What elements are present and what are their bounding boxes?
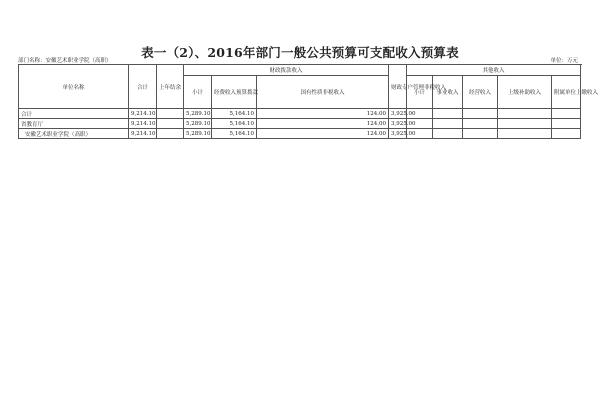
cell-state-capital: 124.00 xyxy=(257,119,389,129)
cell-business xyxy=(433,129,463,139)
cell-prev-balance xyxy=(157,129,184,139)
cell-operation xyxy=(463,109,498,119)
header-row-top xyxy=(19,65,581,76)
unit-label: 单位：万元 xyxy=(550,58,578,64)
cell-fiscal-subtotal: 5,289.10 xyxy=(184,109,212,119)
department-label: 部门名称：安徽艺术职业学院（高职） xyxy=(18,58,112,64)
cell-total: 9,214.10 xyxy=(129,129,157,139)
cell-unit-name: 省教育厅 xyxy=(19,119,129,129)
cell-fiscal-special: 3,925.00 xyxy=(389,129,407,139)
cell-superior-subsidy xyxy=(498,119,552,129)
table-row xyxy=(19,109,581,119)
page-title: 表一（2）、2016年部门一般公共预算可支配收入预算表 xyxy=(141,45,459,60)
table-row xyxy=(19,129,581,139)
cell-general-budget: 5,164.10 xyxy=(212,129,257,139)
header-business: 事业收入 xyxy=(433,76,463,109)
header-other-income: 其他收入 xyxy=(407,65,581,76)
cell-fiscal-subtotal: 5,289.10 xyxy=(184,119,212,129)
cell-prev-balance xyxy=(157,119,184,129)
cell-affiliated xyxy=(552,109,581,119)
header-affiliated: 附属单位上缴收入 xyxy=(552,76,581,109)
budget-table xyxy=(18,64,599,139)
cell-general-budget: 5,164.10 xyxy=(212,119,257,129)
cell-general-budget: 5,164.10 xyxy=(212,109,257,119)
cell-fiscal-special: 3,925.00 xyxy=(389,109,407,119)
cell-operation xyxy=(463,129,498,139)
cell-business xyxy=(433,119,463,129)
header-other-subtotal: 小计 xyxy=(407,76,433,109)
cell-unit-name: 安徽艺术职业学院（高职） xyxy=(19,129,129,139)
cell-unit-name: 合计 xyxy=(19,109,129,119)
header-unit-name: 单位名称 xyxy=(19,65,129,109)
header-fiscal-special: 财政专户管理非税收入 xyxy=(389,65,407,109)
cell-prev-balance xyxy=(157,109,184,119)
cell-business xyxy=(433,109,463,119)
header-state-capital: 国有性质非税收入 xyxy=(257,76,389,109)
cell-state-capital: 124.00 xyxy=(257,109,389,119)
header-superior-subsidy: 上级补助收入 xyxy=(498,76,552,109)
cell-total: 9,214.10 xyxy=(129,109,157,119)
cell-fiscal-subtotal: 5,289.10 xyxy=(184,129,212,139)
header-fiscal-grant: 财政拨款收入 xyxy=(184,65,389,76)
cell-affiliated xyxy=(552,129,581,139)
cell-affiliated xyxy=(552,119,581,129)
table-row xyxy=(19,119,581,129)
header-total: 合计 xyxy=(129,65,157,109)
header-operation: 经营收入 xyxy=(463,76,498,109)
cell-superior-subsidy xyxy=(498,129,552,139)
cell-state-capital: 124.00 xyxy=(257,129,389,139)
cell-total: 9,214.10 xyxy=(129,119,157,129)
cell-fiscal-special: 3,925.00 xyxy=(389,119,407,129)
cell-superior-subsidy xyxy=(498,109,552,119)
cell-operation xyxy=(463,119,498,129)
header-fiscal-subtotal: 小计 xyxy=(184,76,212,109)
header-general-budget: 经费收入预算拨款 xyxy=(212,76,257,109)
header-prev-balance: 上年结余 xyxy=(157,65,184,109)
